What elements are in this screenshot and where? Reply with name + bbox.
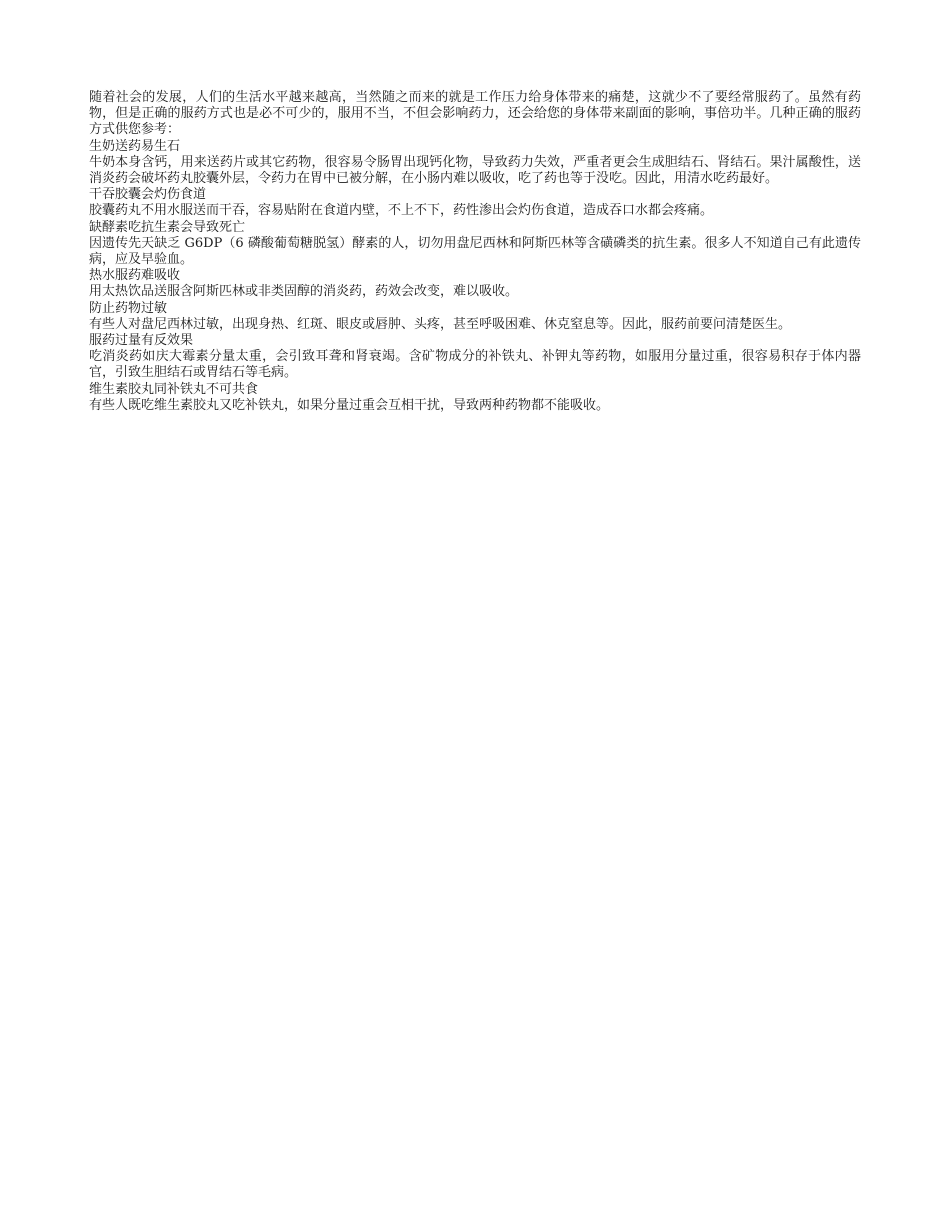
section-heading-vitamin-iron: 维生素胶丸同补铁丸不可共食 — [89, 381, 259, 397]
section-body-enzyme: 因遗传先天缺乏 G6DP（6 磷酸葡萄糖脱氢）酵素的人，切勿用盘尼西林和阿斯匹林等含磺磷类的抗生素。很多人不知道自己有此遗传病，应及早验血。 — [89, 235, 861, 268]
section-heading-hot-water: 热水服药难吸收 — [89, 268, 181, 284]
section-body-vitamin-iron: 有些人既吃维生素胶丸又吃补铁丸，如果分量过重会互相干扰，导致两种药物都不能吸收。 — [89, 397, 610, 413]
section-body-allergy: 有些人对盘尼西林过敏，出现身热、红斑、眼皮或唇肿、头疼，甚至呼吸困难、休克窒息等。因此，服药前要问清楚医生。 — [89, 316, 792, 332]
section-body-overdose: 吃消炎药如庆大霉素分量太重，会引致耳聋和肾衰竭。含矿物成分的补铁丸、补钾丸等药物，如服用分量过重，很容易积存于体内器官，引致生胆结石或胃结石等毛病。 — [89, 349, 861, 381]
section-body-dry-capsule: 胶囊药丸不用水服送而干吞，容易贴附在食道内壁，不上不下，药性渗出会灼伤食道，造成吞口水都会疼痛。 — [89, 203, 714, 219]
section-body-hot-water: 用太热饮品送服含阿斯匹林或非类固醇的消炎药，药效会改变，难以吸收。 — [89, 284, 519, 300]
intro-paragraph: 随着社会的发展，人们的生活水平越来越高，当然随之而来的就是工作压力给身体带来的痛楚，这就少不了要经常服药了。虽然有药物，但是正确的服药方式也是必不可少的，服用不当，不但会影响药力，还会给您的身体带来副面的影响，事倍功半。几种正确的服药方式供您参考： — [89, 90, 861, 138]
section-heading-dry-capsule: 干吞胶囊会灼伤食道 — [89, 187, 207, 203]
section-body-milk: 牛奶本身含钙，用来送药片或其它药物，很容易令肠胃出现钙化物，导致药力失效，严重者更会生成胆结石、肾结石。果汁属酸性，送消炎药会破坏药丸胶囊外层，令药力在胃中已被分解，在小肠内难以吸收，吃了药也等于没吃。因此，用清水吃药最好。 — [89, 154, 861, 187]
section-heading-enzyme: 缺酵素吃抗生素会导致死亡 — [89, 219, 246, 235]
article-body — [89, 90, 861, 414]
section-heading-milk: 生奶送药易生石 — [89, 138, 181, 154]
section-heading-overdose: 服药过量有反效果 — [89, 333, 194, 349]
section-heading-allergy: 防止药物过敏 — [89, 300, 168, 316]
